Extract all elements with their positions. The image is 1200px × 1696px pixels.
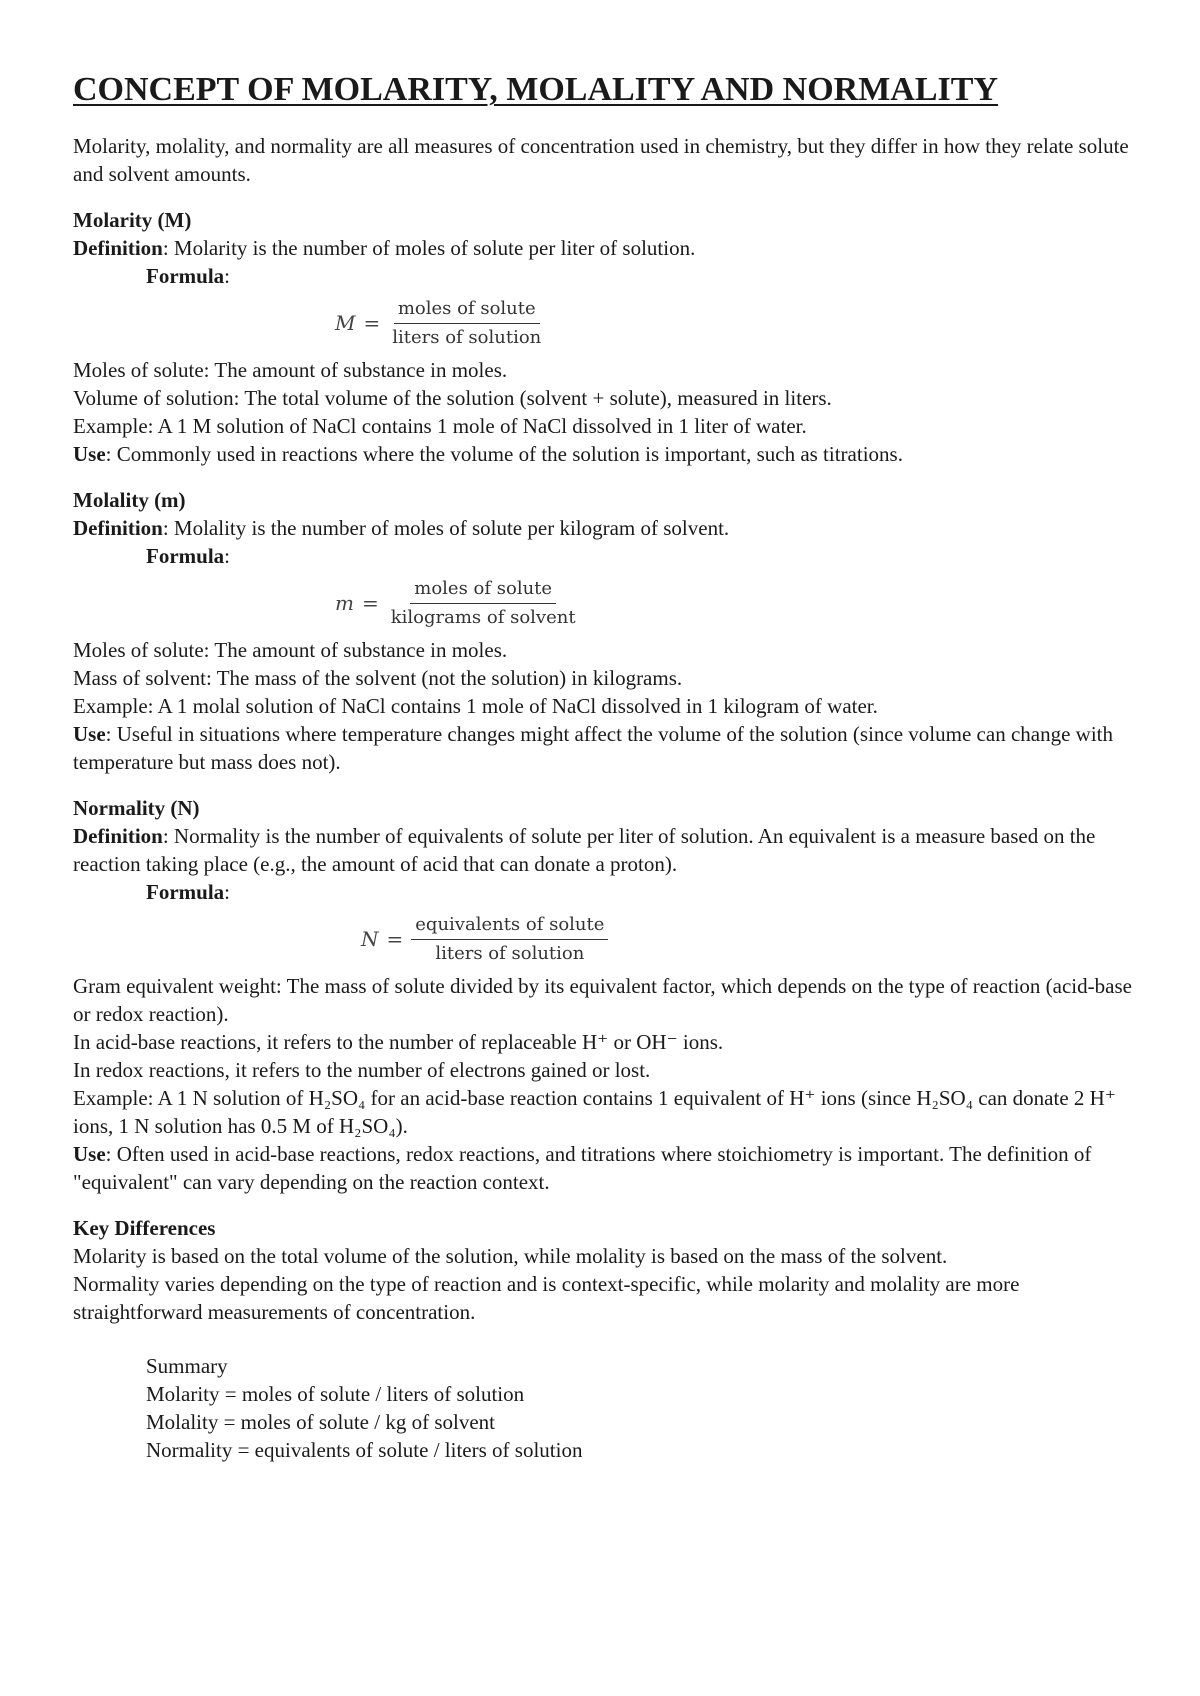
normality-line-acid-base: In acid-base reactions, it refers to the number of replaceable H⁺ or OH⁻ ions. [73,1030,724,1054]
normality-formula-numerator: equivalents of solute [411,913,608,940]
molarity-use [73,440,1143,468]
normality-formula [73,906,1143,972]
molality-formula-numerator: moles of solute [410,577,556,604]
normality-definition-text: : Normality is the number of equivalents of solute per liter of solution. An equivalent is a measure based on the reaction taking place (e.g., the amount of acid that can donate a proton). [73,824,1096,876]
normality-heading: Normality (N) [73,796,200,820]
summary-line-molarity: Molarity = moles of solute / liters of solution [146,1382,525,1406]
summary-heading: Summary [146,1354,228,1378]
normality-use-label: Use [73,1142,106,1166]
molarity-line-volume: Volume of solution: The total volume of the solution (solvent + solute), measured in liters. [73,386,832,410]
normality-definition [73,822,1143,878]
molarity-section [73,206,1143,468]
molality-definition-text: : Molality is the number of moles of solute per kilogram of solvent. [162,516,730,540]
molality-definition [73,514,1143,542]
molarity-formula [73,290,1143,356]
normality-line-gram-equivalent: Gram equivalent weight: The mass of solute divided by its equivalent factor, which depends on the type of reaction (acid-base or redox reaction). [73,974,1132,1026]
molality-definition-label: Definition [73,516,163,540]
normality-formula-label: Formula [146,880,225,904]
molarity-line-example: Example: A 1 M solution of NaCl contains 1 mole of NaCl dissolved in 1 liter of water. [73,414,807,438]
intro-paragraph: Molarity, molality, and normality are all measures of concentration used in chemistry, but they differ in how they relate solute and solvent amounts. [73,134,1129,186]
normality-definition-label: Definition [73,824,163,848]
molality-line-mass: Mass of solvent: The mass of the solvent (not the solution) in kilograms. [73,666,683,690]
molality-formula-label-line: Formula: [146,544,230,568]
summary-line-normality: Normality = equivalents of solute / liters of solution [146,1438,583,1462]
summary-line-molality: Molality = moles of solute / kg of solvent [146,1410,495,1434]
normality-section [73,794,1143,1196]
molarity-line-moles: Moles of solute: The amount of substance in moles. [73,358,508,382]
molarity-use-label: Use [73,442,106,466]
molality-use-label: Use [73,722,106,746]
normality-formula-label-line: Formula: [146,880,230,904]
molarity-definition [73,234,1143,262]
molarity-heading: Molarity (M) [73,208,192,232]
differences-section [73,1214,1143,1326]
molality-heading: Molality (m) [73,488,186,512]
molarity-formula-label-line: Formula: [146,264,230,288]
molality-formula-equals: = [361,591,379,615]
normality-formula-denominator: liters of solution [435,942,585,964]
normality-use-text: : Often used in acid-base reactions, redox reactions, and titrations where stoichiometry is important. The definition of "equivalent" can vary depending on the reaction context. [73,1142,1092,1194]
molarity-formula-fraction [388,297,545,350]
molarity-use-text: : Commonly used in reactions where the volume of the solution is important, such as titrations. [105,442,903,466]
molarity-formula-variable: M [335,311,356,335]
normality-formula-fraction [411,913,608,966]
document-title: CONCEPT OF MOLARITY, MOLALITY AND NORMALITY [73,71,999,108]
normality-line-example: Example: A 1 N solution of H₂SO₄ for an acid-base reaction contains 1 equivalent of H⁺ ions (since H₂SO₄ can donate 2 H⁺ ions, 1 N solution has 0.5 M of H₂SO₄). [73,1086,1116,1138]
differences-line-2: Normality varies depending on the type of reaction and is context-specific, while molarity and molality are more straightforward measurements of concentration. [73,1272,1020,1324]
molality-formula-variable: m [335,591,354,615]
document-page [73,70,1143,1464]
normality-line-redox: In redox reactions, it refers to the number of electrons gained or lost. [73,1058,651,1082]
summary-section [73,1352,1143,1464]
molarity-formula-label: Formula [146,264,225,288]
molarity-formula-denominator: liters of solution [392,326,542,348]
molarity-definition-label: Definition [73,236,163,260]
molality-use-text: : Useful in situations where temperature changes might affect the volume of the solution (since volume can change with temperature but mass does not). [73,722,1113,774]
molarity-formula-equals: = [363,311,381,335]
normality-formula-variable: N [361,927,379,951]
differences-heading: Key Differences [73,1216,216,1240]
molarity-definition-text: : Molarity is the number of moles of solute per liter of solution. [162,236,696,260]
molality-formula-fraction [387,577,580,630]
molality-formula [73,570,1143,636]
molality-formula-label: Formula [146,544,225,568]
molality-line-moles: Moles of solute: The amount of substance in moles. [73,638,508,662]
molality-use [73,720,1143,776]
normality-formula-equals: = [386,927,404,951]
differences-line-1: Molarity is based on the total volume of the solution, while molality is based on the mass of the solvent. [73,1244,948,1268]
molality-line-example: Example: A 1 molal solution of NaCl contains 1 mole of NaCl dissolved in 1 kilogram of water. [73,694,878,718]
normality-use [73,1140,1143,1196]
molarity-formula-numerator: moles of solute [394,297,540,324]
molality-formula-denominator: kilograms of solvent [390,606,576,628]
molality-section [73,486,1143,776]
